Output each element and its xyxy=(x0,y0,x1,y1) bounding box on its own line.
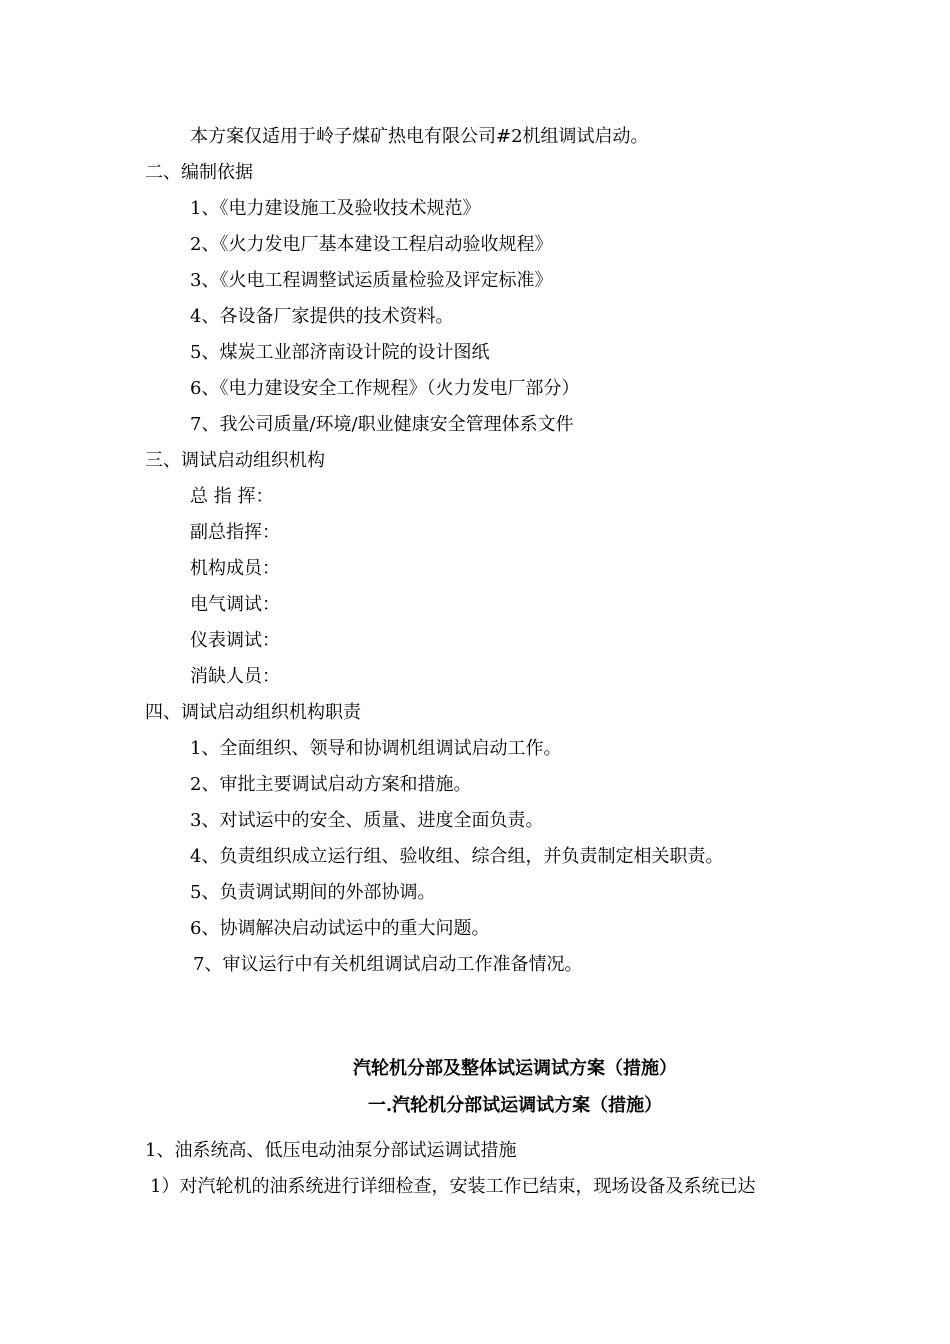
document-title: 汽轮机分部及整体试运调试方案（措施） xyxy=(353,1058,677,1079)
duty-item: 3、对试运中的安全、质量、进度全面负责。 xyxy=(190,810,544,831)
basis-item: 5、煤炭工业部济南设计院的设计图纸 xyxy=(190,342,490,363)
organization-role: 消缺人员： xyxy=(190,666,280,687)
duty-item: 2、审批主要调试启动方案和措施。 xyxy=(190,774,472,795)
organization-role: 电气调试： xyxy=(190,594,280,615)
organization-role: 仪表调试： xyxy=(190,630,280,651)
section-heading-duties: 四、调试启动组织机构职责 xyxy=(145,702,361,723)
basis-item: 2、《火力发电厂基本建设工程启动验收规程》 xyxy=(190,234,553,255)
body-paragraph: 1）对汽轮机的油系统进行详细检查，安装工作已结束，现场设备及系统已达 xyxy=(150,1176,756,1197)
basis-item: 3、《火电工程调整试运质量检验及评定标准》 xyxy=(190,270,553,291)
organization-role: 机构成员： xyxy=(190,558,280,579)
document-subtitle: 一.汽轮机分部试运调试方案（措施） xyxy=(367,1095,663,1116)
organization-role: 总 指 挥： xyxy=(190,486,274,507)
duty-item: 7、审议运行中有关机组调试启动工作准备情况。 xyxy=(193,954,583,975)
intro-paragraph: 本方案仅适用于岭子煤矿热电有限公司#2机组调试启动。 xyxy=(190,126,649,147)
section-heading-basis: 二、编制依据 xyxy=(145,162,253,183)
duty-item: 6、协调解决启动试运中的重大问题。 xyxy=(190,918,490,939)
duty-item: 4、负责组织成立运行组、验收组、综合组，并负责制定相关职责。 xyxy=(190,846,724,867)
section-heading-organization: 三、调试启动组织机构 xyxy=(145,450,325,471)
basis-item: 1、《电力建设施工及验收技术规范》 xyxy=(190,198,481,219)
basis-item: 4、各设备厂家提供的技术资料。 xyxy=(190,306,454,327)
organization-role: 副总指挥： xyxy=(190,522,280,543)
basis-item: 6、《电力建设安全工作规程》（火力发电厂部分） xyxy=(190,378,580,399)
basis-item: 7、我公司质量/环境/职业健康安全管理体系文件 xyxy=(190,414,574,435)
body-paragraph: 1、油系统高、低压电动油泵分部试运调试措施 xyxy=(145,1140,517,1161)
duty-item: 1、全面组织、领导和协调机组调试启动工作。 xyxy=(190,738,562,759)
duty-item: 5、负责调试期间的外部协调。 xyxy=(190,882,436,903)
